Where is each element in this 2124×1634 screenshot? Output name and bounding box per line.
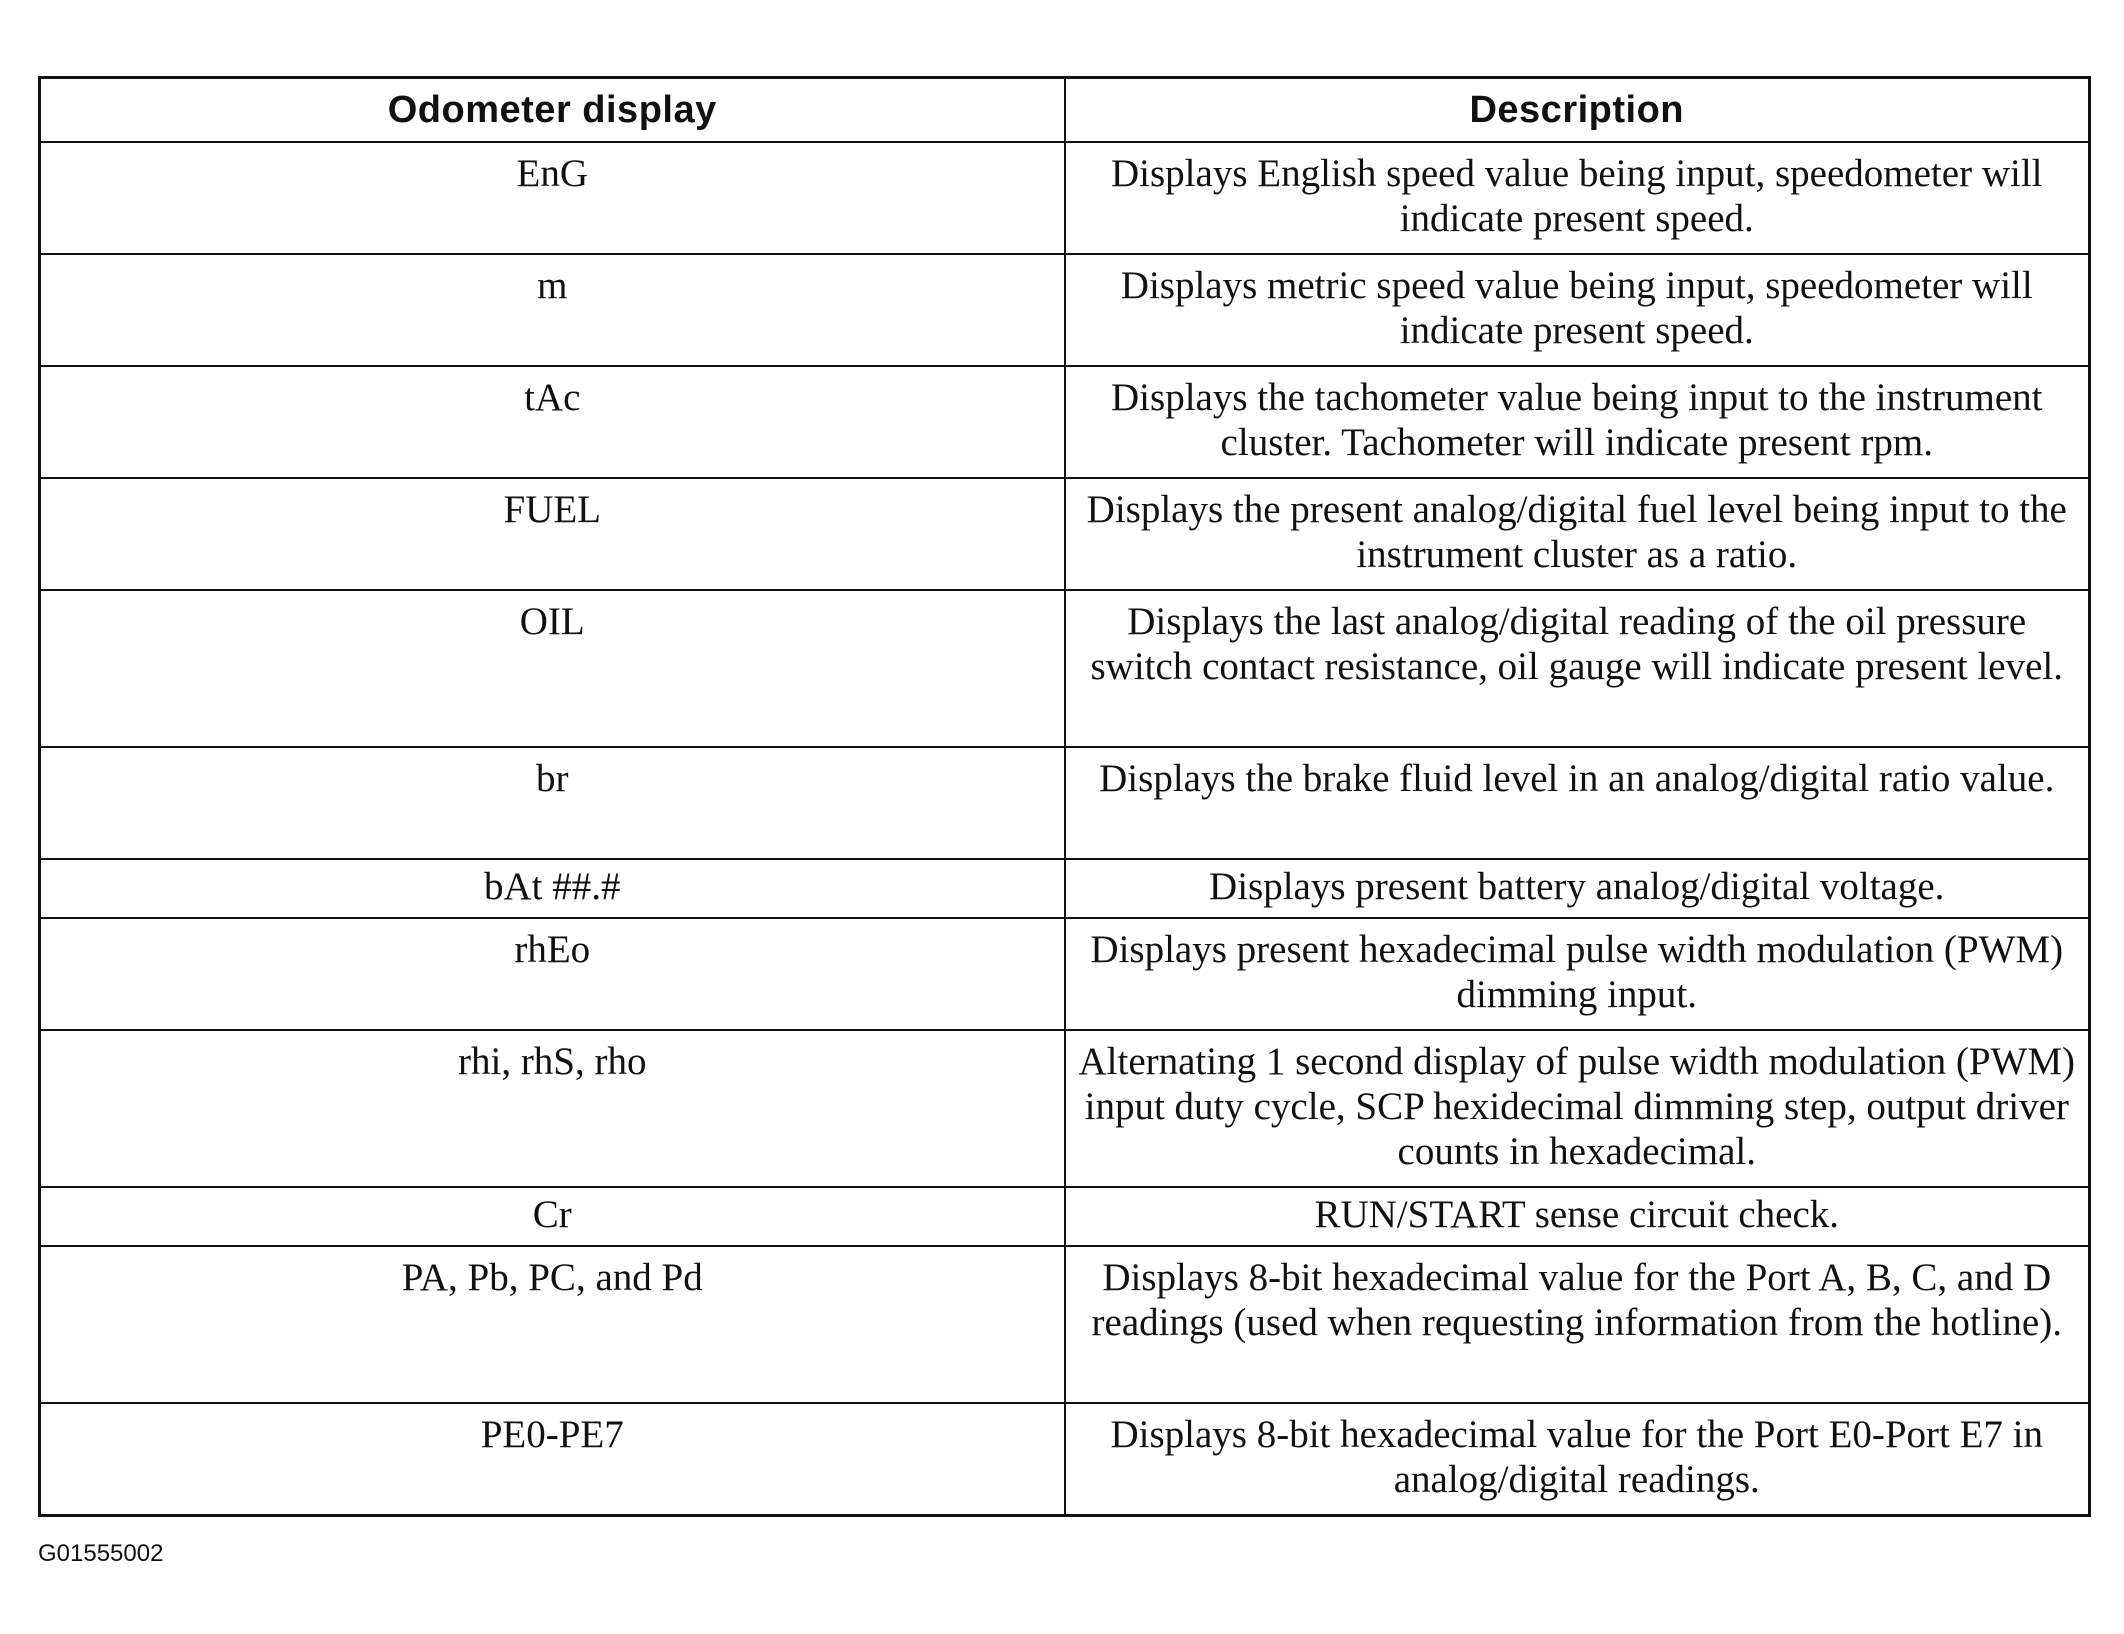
description-cell: Displays English speed value being input, speedometer will indicate present speed. xyxy=(1065,142,2090,254)
table-row xyxy=(40,1187,2090,1246)
odometer-display-table-container xyxy=(38,76,2088,1517)
odometer-code-cell: bAt ##.# xyxy=(40,859,1065,918)
description-cell: Displays 8-bit hexadecimal value for the Port E0-Port E7 in analog/digital readings. xyxy=(1065,1403,2090,1516)
description-cell: Displays present hexadecimal pulse width modulation (PWM) dimming input. xyxy=(1065,918,2090,1030)
description-cell: Displays the present analog/digital fuel level being input to the instrument cluster as a ratio. xyxy=(1065,478,2090,590)
table-row xyxy=(40,918,2090,1030)
odometer-display-table xyxy=(38,76,2091,1517)
description-cell: RUN/START sense circuit check. xyxy=(1065,1187,2090,1246)
description-cell: Displays the brake fluid level in an analog/digital ratio value. xyxy=(1065,747,2090,859)
table-row xyxy=(40,478,2090,590)
odometer-code-cell: br xyxy=(40,747,1065,859)
odometer-code-cell: tAc xyxy=(40,366,1065,478)
table-row xyxy=(40,590,2090,747)
odometer-code-cell: EnG xyxy=(40,142,1065,254)
description-cell: Displays 8-bit hexadecimal value for the Port A, B, C, and D readings (used when requesting information from the hotline). xyxy=(1065,1246,2090,1403)
description-cell: Alternating 1 second display of pulse width modulation (PWM) input duty cycle, SCP hexidecimal dimming step, output driver counts in hexadecimal. xyxy=(1065,1030,2090,1187)
table-row xyxy=(40,1030,2090,1187)
odometer-code-cell: OIL xyxy=(40,590,1065,747)
description-cell: Displays present battery analog/digital voltage. xyxy=(1065,859,2090,918)
odometer-code-cell: Cr xyxy=(40,1187,1065,1246)
header-odometer-display: Odometer display xyxy=(40,78,1065,143)
odometer-code-cell: rhi, rhS, rho xyxy=(40,1030,1065,1187)
odometer-code-cell: m xyxy=(40,254,1065,366)
table-row xyxy=(40,366,2090,478)
header-description: Description xyxy=(1065,78,2090,143)
description-cell: Displays metric speed value being input, speedometer will indicate present speed. xyxy=(1065,254,2090,366)
table-row xyxy=(40,142,2090,254)
table-row xyxy=(40,1403,2090,1516)
table-header-row xyxy=(40,78,2090,143)
odometer-code-cell: rhEo xyxy=(40,918,1065,1030)
odometer-code-cell: FUEL xyxy=(40,478,1065,590)
table-row xyxy=(40,254,2090,366)
table-row xyxy=(40,859,2090,918)
description-cell: Displays the tachometer value being input to the instrument cluster. Tachometer will indicate present rpm. xyxy=(1065,366,2090,478)
table-row xyxy=(40,747,2090,859)
table-row xyxy=(40,1246,2090,1403)
odometer-code-cell: PE0-PE7 xyxy=(40,1403,1065,1516)
description-cell: Displays the last analog/digital reading of the oil pressure switch contact resistance, oil gauge will indicate present level. xyxy=(1065,590,2090,747)
odometer-code-cell: PA, Pb, PC, and Pd xyxy=(40,1246,1065,1403)
figure-id: G01555002 xyxy=(38,1540,164,1567)
